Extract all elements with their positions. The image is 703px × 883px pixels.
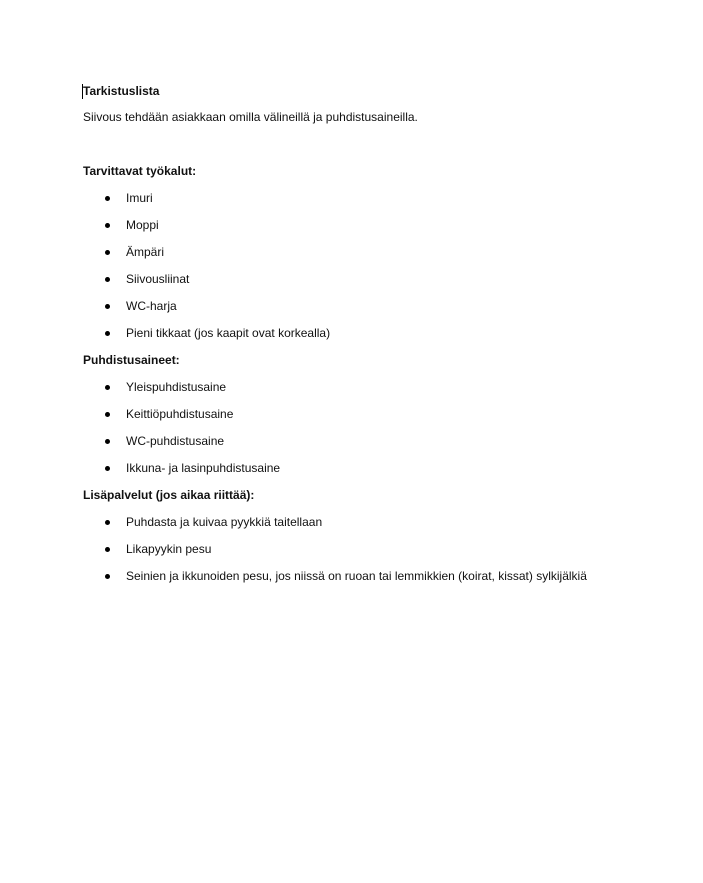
list-item-text: Puhdasta ja kuivaa pyykkiä taitellaan (126, 515, 323, 529)
list-item (83, 540, 683, 558)
list-item (83, 216, 683, 234)
list-item (83, 297, 683, 315)
list-item-text: Pieni tikkaat (jos kaapit ovat korkealla) (126, 326, 331, 340)
list-item (83, 405, 683, 423)
list-item-text: Seinien ja ikkunoiden pesu, jos niissä on ruoan tai lemmikkien (koirat, kissat) sylkijälkiä (126, 569, 587, 583)
bullet-icon (105, 304, 110, 309)
intro-paragraph: Siivous tehdään asiakkaan omilla välineillä ja puhdistusaineilla. (83, 110, 418, 124)
list-item-text: Ämpäri (126, 245, 165, 259)
list-item (83, 324, 683, 342)
bullet-icon (105, 331, 110, 336)
list-item-text: WC-puhdistusaine (126, 434, 225, 448)
bullet-icon (105, 466, 110, 471)
list-item (83, 378, 683, 396)
bullet-icon (105, 439, 110, 444)
list-item-text: Moppi (126, 218, 159, 232)
list-item-text: WC-harja (126, 299, 177, 313)
bullet-icon (105, 277, 110, 282)
bullet-icon (105, 250, 110, 255)
list-item (83, 270, 683, 288)
bullet-icon (105, 520, 110, 525)
list-item-text: Yleispuhdistusaine (126, 380, 227, 394)
list-item-text: Ikkuna- ja lasinpuhdistusaine (126, 461, 281, 475)
bullet-icon (105, 196, 110, 201)
bullet-icon (105, 223, 110, 228)
list-item-text: Keittiöpuhdistusaine (126, 407, 234, 421)
cleaning-agents-list (83, 378, 683, 477)
bullet-icon (105, 385, 110, 390)
list-item (83, 513, 683, 531)
list-item (83, 432, 683, 450)
bullet-icon (105, 574, 110, 579)
section-heading-cleaning-agents: Puhdistusaineet: (83, 353, 180, 367)
bullet-icon (105, 547, 110, 552)
list-item-text: Imuri (126, 191, 153, 205)
bullet-icon (105, 412, 110, 417)
extra-services-list (83, 513, 683, 585)
list-item (83, 189, 683, 207)
document-body[interactable] (83, 82, 683, 585)
section-heading-tools: Tarvittavat työkalut: (83, 164, 197, 178)
list-item (83, 459, 683, 477)
list-item-text: Likapyykin pesu (126, 542, 212, 556)
list-item (83, 243, 683, 261)
list-item-text: Siivousliinat (126, 272, 190, 286)
tools-list (83, 189, 683, 342)
list-item (83, 567, 683, 585)
document-title: Tarkistuslista (83, 84, 160, 98)
section-heading-extra-services: Lisäpalvelut (jos aikaa riittää): (83, 488, 255, 502)
